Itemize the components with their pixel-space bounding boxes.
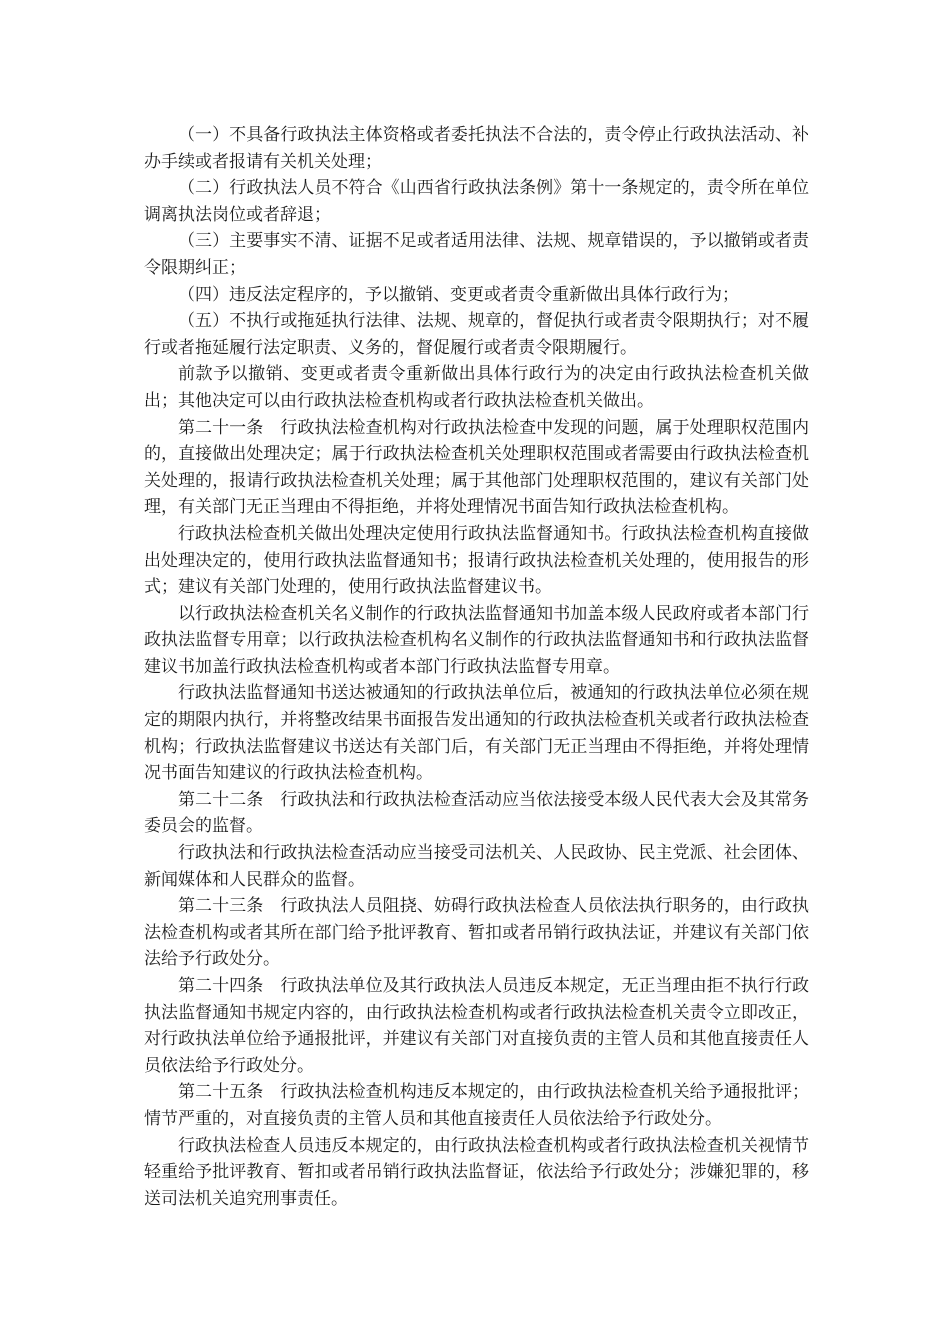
article-24: 第二十四条 行政执法单位及其行政执法人员违反本规定，无正当理由拒不执行行政执法监督通知书规定内容的，由行政执法检查机构或者行政执法检查机关责令立即改正，对行政执法单位给予通报批评，并建议有关部门对直接负责的主管人员和其他直接责任人员依法给予行政处分。 xyxy=(144,976,809,1076)
article-21-notice-usage: 行政执法检查机关做出处理决定使用行政执法监督通知书。行政执法检查机构直接做出处理决定的，使用行政执法监督通知书；报请行政执法检查机关处理的，使用报告的形式；建议有关部门处理的，使用行政执法监督建议书。 xyxy=(144,523,809,598)
paragraph-item-5: （五）不执行或拖延执行法律、法规、规章的，督促执行或者责令限期执行；对不履行或者拖延履行法定职责、义务的，督促履行或者责令限期履行。 xyxy=(144,311,809,358)
paragraph-preceding-clause: 前款予以撤销、变更或者责令重新做出具体行政行为的决定由行政执法检查机关做出；其他决定可以由行政执法检查机构或者行政执法检查机关做出。 xyxy=(144,364,809,411)
article-21-execution: 行政执法监督通知书送达被通知的行政执法单位后，被通知的行政执法单位必须在规定的期限内执行，并将整改结果书面报告发出通知的行政执法检查机关或者行政执法检查机构；行政执法监督建议书送达有关部门后，有关部门无正当理由不得拒绝，并将处理情况书面告知建议的行政执法检查机构。 xyxy=(144,683,809,784)
article-23: 第二十三条 行政执法人员阻挠、妨碍行政执法检查人员依法执行职务的，由行政执法检查机构或者其所在部门给予批评教育、暂扣或者吊销行政执法证，并建议有关部门依法给予行政处分。 xyxy=(144,896,809,970)
article-22: 第二十二条 行政执法和行政执法检查活动应当依法接受本级人民代表大会及其常务委员会的监督。 xyxy=(144,789,809,837)
paragraph-item-2: （二）行政执法人员不符合《山西省行政执法条例》第十一条规定的，责令所在单位调离执法岗位或者辞退； xyxy=(144,178,809,225)
article-25: 第二十五条 行政执法检查机构违反本规定的，由行政执法检查机关给予通报批评；情节严重的，对直接负责的主管人员和其他直接责任人员依法给予行政处分。 xyxy=(144,1082,809,1129)
article-21-seal-usage: 以行政执法检查机关名义制作的行政执法监督通知书加盖本级人民政府或者本部门行政执法监督专用章；以行政执法检查机构名义制作的行政执法监督通知书和行政执法监督建议书加盖行政执法检查机构或者本部门行政执法监督专用章。 xyxy=(144,603,809,677)
paragraph-item-4: （四）违反法定程序的，予以撤销、变更或者责令重新做出具体行政行为； xyxy=(178,284,739,305)
article-21: 第二十一条 行政执法检查机构对行政执法检查中发现的问题，属于处理职权范围内的，直接做出处理决定；属于行政执法检查机关处理职权范围或者需要由行政执法检查机关处理的，报请行政执法检查机关处理；属于其他部门处理职权范围的，建议有关部门处理，有关部门无正当理由不得拒绝，并将处理情况书面告知行政执法检查机构。 xyxy=(144,417,809,518)
article-22-public-supervision: 行政执法和行政执法检查活动应当接受司法机关、人民政协、民主党派、社会团体、新闻媒体和人民群众的监督。 xyxy=(144,843,809,890)
document-body xyxy=(144,122,809,1212)
paragraph-item-3: （三）主要事实不清、证据不足或者适用法律、法规、规章错误的，予以撤销或者责令限期纠正； xyxy=(144,231,809,278)
paragraph-item-1: （一）不具备行政执法主体资格或者委托执法不合法的，责令停止行政执法活动、补办手续或者报请有关机关处理； xyxy=(144,125,809,172)
article-25-inspectors: 行政执法检查人员违反本规定的，由行政执法检查机构或者行政执法检查机关视情节轻重给予批评教育、暂扣或者吊销行政执法监督证，依法给予行政处分；涉嫌犯罪的，移送司法机关追究刑事责任。 xyxy=(144,1135,809,1209)
